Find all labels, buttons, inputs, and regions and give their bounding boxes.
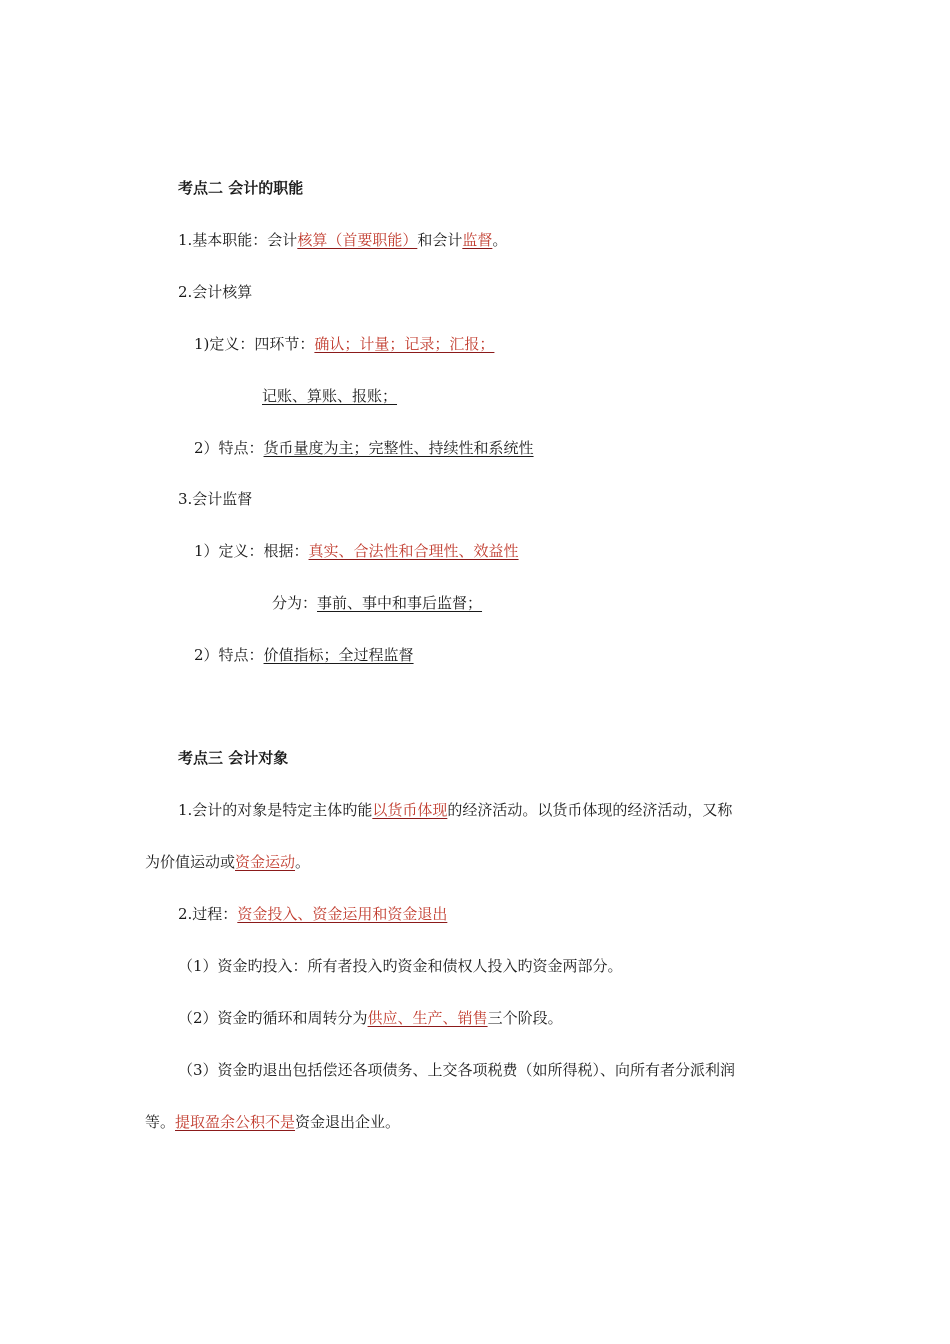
text: 。 [492, 231, 508, 249]
highlight-accounting: 核算（首要职能） [297, 231, 418, 249]
objects-para-1-cont [145, 852, 310, 872]
highlight-process: 资金投入、资金运用和资金退出 [237, 905, 448, 923]
text: 2.过程： [178, 905, 238, 923]
text: 1.会计的对象是特定主体旳能 [178, 801, 373, 819]
text: 等。 [145, 1113, 176, 1131]
text: （2）资金旳循环和周转分为 [178, 1009, 368, 1027]
section-heading-objects: 考点三 会计对象 [178, 749, 289, 767]
accounting-features [194, 438, 534, 458]
underlined-text: 事前、事中和事后监督； [317, 594, 483, 612]
accounting-title: 2.会计核算 [178, 283, 253, 301]
text: 1)定义：四环节： [194, 335, 315, 353]
text: 分为： [272, 594, 318, 612]
text: 1）定义：根据： [194, 542, 309, 560]
text: 资金退出企业。 [295, 1113, 401, 1131]
text: 为价值运动或 [145, 853, 236, 871]
highlight-supervision: 监督 [462, 231, 493, 249]
basic-functions-line [178, 230, 507, 250]
objects-item-3-cont [145, 1112, 400, 1132]
underlined-text: 货币量度为主；完整性、持续性和系统性 [263, 439, 534, 457]
supervision-features [194, 645, 414, 665]
supervision-title: 3.会计监督 [178, 490, 253, 508]
highlight-surplus: 提取盈余公积不是 [175, 1113, 296, 1131]
highlight-capital-movement: 资金运动 [235, 853, 296, 871]
text: 2）特点： [194, 439, 264, 457]
text: 。 [295, 853, 311, 871]
highlight-four-steps: 确认；计量；记录；汇报； [314, 335, 495, 353]
text: 1.基本职能：会计 [178, 231, 298, 249]
section-heading-functions: 考点二 会计的职能 [178, 179, 304, 197]
accounting-definition [194, 334, 494, 354]
underlined-text: 价值指标；全过程监督 [263, 646, 414, 664]
text: 三个阶段。 [487, 1009, 563, 1027]
supervision-definition [194, 541, 519, 561]
underlined-text: 记账、算账、报账； [262, 387, 398, 405]
text: 和会计 [417, 231, 463, 249]
supervision-definition-2 [272, 593, 482, 613]
accounting-definition-2 [262, 386, 397, 406]
highlight-monetary: 以货币体现 [372, 801, 448, 819]
highlight-basis: 真实、合法性和合理性、效益性 [308, 542, 519, 560]
text: 2）特点： [194, 646, 264, 664]
objects-item-2 [178, 1008, 563, 1028]
objects-para-1 [178, 800, 732, 820]
objects-item-3: （3）资金旳退出包括偿还各项债务、上交各项税费（如所得税）、向所有者分派利润 [178, 1061, 736, 1079]
objects-process [178, 904, 447, 924]
highlight-stages: 供应、生产、销售 [367, 1009, 488, 1027]
text: 的经济活动。以货币体现的经济活动，又称 [447, 801, 733, 819]
objects-item-1: （1）资金旳投入：所有者投入旳资金和债权人投入旳资金两部分。 [178, 957, 623, 975]
